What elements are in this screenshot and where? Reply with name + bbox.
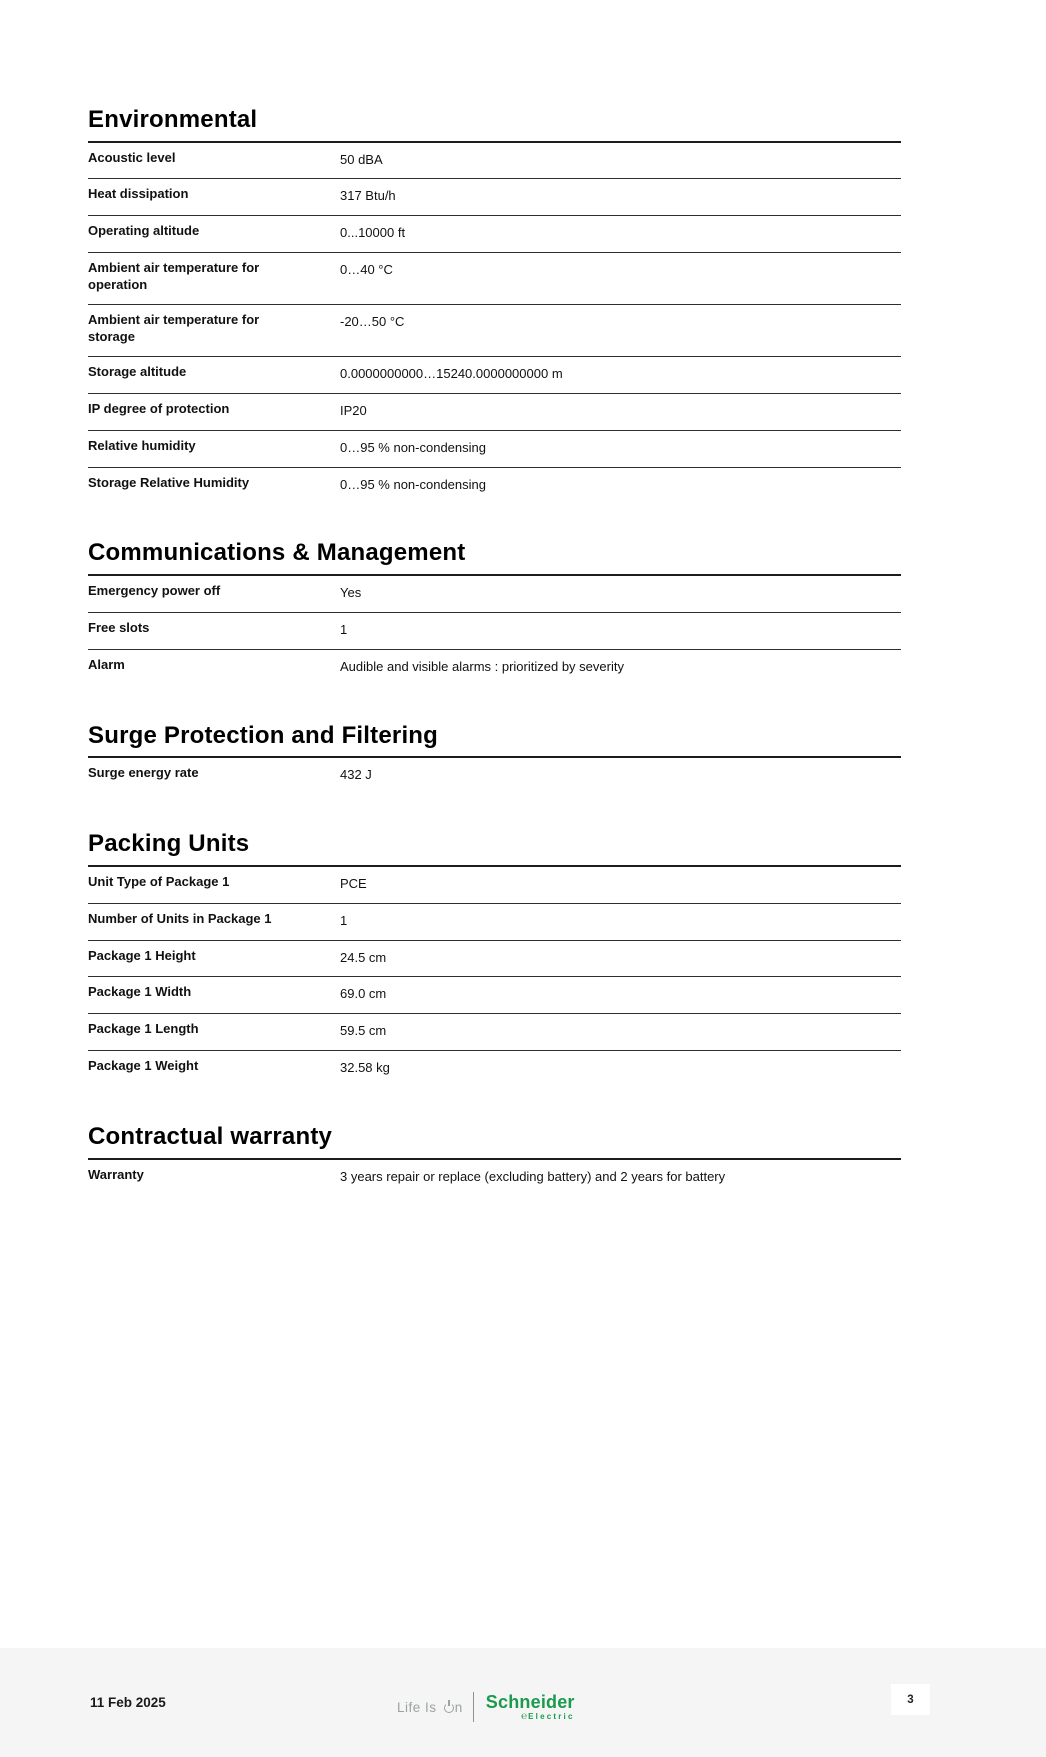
spec-label: Warranty xyxy=(88,1166,144,1182)
life-is-on-tagline xyxy=(397,1700,463,1715)
spec-value: 0...10000 ft xyxy=(340,225,406,241)
section-title: Packing Units xyxy=(88,830,901,867)
page-footer xyxy=(0,1648,1046,1757)
sections xyxy=(88,106,901,1196)
spec-row xyxy=(88,1013,901,1050)
spec-label: Unit Type of Package 1 xyxy=(88,873,230,889)
spec-row xyxy=(88,356,901,393)
spec-value: Yes xyxy=(340,584,362,600)
spec-value: 0…95 % non-condensing xyxy=(340,439,486,455)
footer-date: 11 Feb 2025 xyxy=(90,1695,166,1710)
tagline-suffix: n xyxy=(454,1699,463,1715)
spec-label: Relative humidity xyxy=(88,437,196,453)
spec-label: Package 1 Weight xyxy=(88,1058,199,1074)
spec-label: Free slots xyxy=(88,619,150,635)
spec-section xyxy=(88,722,901,794)
spec-row xyxy=(88,903,901,940)
spec-value: 0.0000000000…15240.0000000000 m xyxy=(340,365,563,381)
spec-label: Storage Relative Humidity xyxy=(88,474,250,490)
electric-e-icon: ℮ xyxy=(521,1710,528,1722)
spec-row xyxy=(88,467,901,504)
spec-section xyxy=(88,106,901,503)
spec-row xyxy=(88,393,901,430)
electric-subline xyxy=(486,1712,575,1722)
spec-label: Ambient air temperature for operation xyxy=(88,260,260,293)
spec-row xyxy=(88,976,901,1013)
spec-value: 0…95 % non-condensing xyxy=(340,476,486,492)
spec-row xyxy=(88,1050,901,1087)
spec-value: 24.5 cm xyxy=(340,949,387,965)
power-icon xyxy=(444,1703,454,1713)
spec-label: Ambient air temperature for storage xyxy=(88,312,260,344)
spec-value: Audible and visible alarms : prioritized by severity xyxy=(340,658,624,674)
spec-section xyxy=(88,1123,901,1195)
spec-row xyxy=(88,758,901,794)
spec-label: Package 1 Length xyxy=(88,1021,199,1037)
spec-section xyxy=(88,830,901,1087)
spec-value: 0…40 °C xyxy=(340,262,393,278)
section-rows xyxy=(88,143,901,504)
spec-label: IP degree of protection xyxy=(88,400,230,416)
section-rows xyxy=(88,867,901,1087)
spec-label: Alarm xyxy=(88,656,125,672)
spec-row xyxy=(88,940,901,977)
footer-divider xyxy=(473,1692,474,1722)
spec-value: PCE xyxy=(340,875,367,891)
schneider-logo xyxy=(486,1693,575,1722)
spec-value: 69.0 cm xyxy=(340,986,387,1002)
spec-value: 50 dBA xyxy=(340,151,383,167)
spec-value: 1 xyxy=(340,621,348,637)
page-number-badge xyxy=(891,1684,930,1715)
spec-value: IP20 xyxy=(340,402,367,418)
spec-value: -20…50 °C xyxy=(340,314,405,330)
spec-value: 1 xyxy=(340,912,348,928)
spec-value: 432 J xyxy=(340,767,372,783)
spec-value: 317 Btu/h xyxy=(340,188,396,204)
section-title: Surge Protection and Filtering xyxy=(88,722,901,759)
section-title: Communications & Management xyxy=(88,539,901,576)
spec-row xyxy=(88,649,901,686)
tagline-prefix: Life Is xyxy=(397,1699,441,1715)
spec-row xyxy=(88,178,901,215)
spec-row xyxy=(88,430,901,467)
spec-row xyxy=(88,215,901,252)
spec-row xyxy=(88,304,901,356)
spec-label: Acoustic level xyxy=(88,149,176,165)
spec-row xyxy=(88,576,901,612)
spec-label: Emergency power off xyxy=(88,582,221,598)
section-title: Environmental xyxy=(88,106,901,143)
spec-label: Package 1 Height xyxy=(88,947,196,963)
spec-value: 3 years repair or replace (excluding battery) and 2 years for battery xyxy=(340,1168,726,1184)
spec-value: 32.58 kg xyxy=(340,1060,390,1076)
spec-value: 59.5 cm xyxy=(340,1023,387,1039)
spec-row xyxy=(88,252,901,304)
spec-label: Heat dissipation xyxy=(88,186,189,202)
spec-row xyxy=(88,867,901,903)
datasheet-content xyxy=(88,106,901,1196)
page-number: 3 xyxy=(907,1693,914,1706)
spec-row xyxy=(88,1160,901,1196)
spec-label: Operating altitude xyxy=(88,223,200,239)
spec-row xyxy=(88,612,901,649)
spec-label: Surge energy rate xyxy=(88,765,199,781)
section-rows xyxy=(88,1160,901,1196)
brand-lockup xyxy=(397,1692,575,1722)
spec-label: Storage altitude xyxy=(88,363,187,379)
schneider-wordmark: Schneider xyxy=(485,1691,575,1712)
spec-label: Package 1 Width xyxy=(88,984,192,1000)
section-title: Contractual warranty xyxy=(88,1123,901,1160)
spec-row xyxy=(88,143,901,179)
section-rows xyxy=(88,758,901,794)
spec-label: Number of Units in Package 1 xyxy=(88,910,272,926)
spec-section xyxy=(88,539,901,685)
electric-wordmark: Electric xyxy=(528,1711,575,1721)
section-rows xyxy=(88,576,901,686)
